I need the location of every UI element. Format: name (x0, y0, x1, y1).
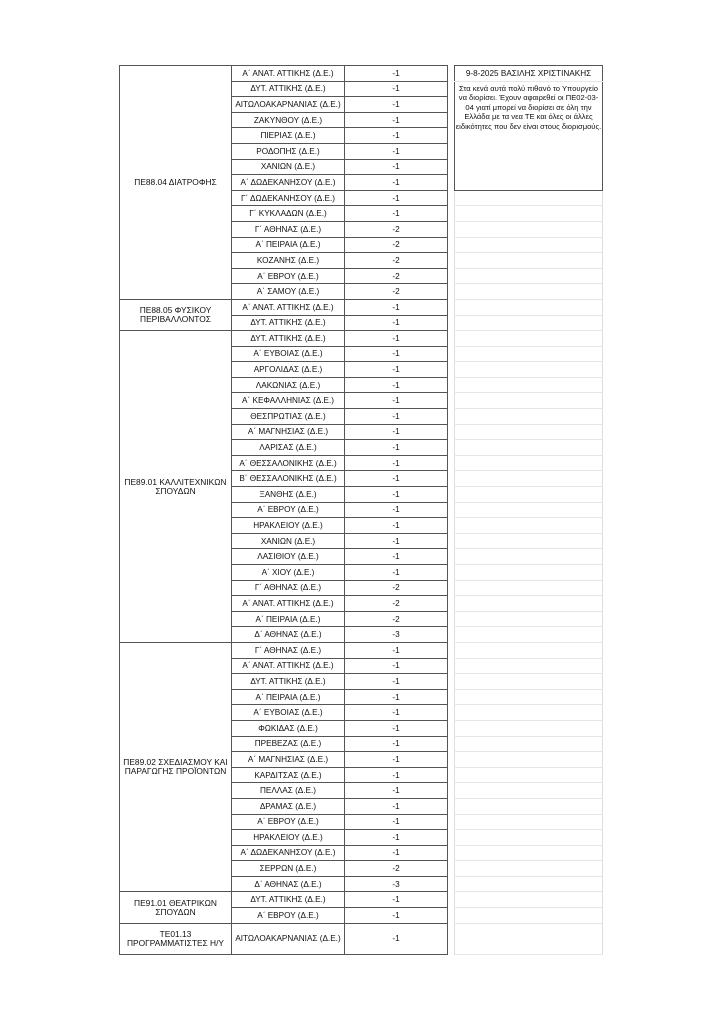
empty-grid-cell (455, 518, 603, 534)
directorate-cell: ΑΙΤΩΛΟΑΚΑΡΝΑΝΙΑΣ (Δ.Ε.) (232, 97, 345, 113)
value-cell: -2 (345, 284, 448, 300)
directorate-cell: ΔΥΤ. ΑΤΤΙΚΗΣ (Δ.Ε.) (232, 674, 345, 690)
value-cell: -2 (345, 221, 448, 237)
directorate-cell: Α΄ ΑΝΑΤ. ΑΤΤΙΚΗΣ (Δ.Ε.) (232, 299, 345, 315)
directorate-cell: ΞΑΝΘΗΣ (Δ.Ε.) (232, 487, 345, 503)
value-cell: -1 (345, 752, 448, 768)
spacer-cell (448, 299, 455, 315)
directorate-cell: ΔΥΤ. ΑΤΤΙΚΗΣ (Δ.Ε.) (232, 331, 345, 347)
spacer-cell (448, 830, 455, 846)
empty-grid-cell (455, 658, 603, 674)
directorate-cell: ΡΟΔΟΠΗΣ (Δ.Ε.) (232, 143, 345, 159)
value-cell: -2 (345, 580, 448, 596)
table-row (120, 923, 603, 954)
specialty-cell: ΠΕ89.02 ΣΧΕΔΙΑΣΜΟΥ ΚΑΙ ΠΑΡΑΓΩΓΗΣ ΠΡΟΪΟΝΤΩΝ (120, 642, 232, 892)
empty-grid-cell (455, 268, 603, 284)
directorate-cell: Α΄ ΠΕΙΡΑΙΑ (Δ.Ε.) (232, 237, 345, 253)
directorate-cell: Β΄ ΘΕΣΣΑΛΟΝΙΚΗΣ (Δ.Ε.) (232, 471, 345, 487)
spacer-cell (448, 767, 455, 783)
spacer-cell (448, 923, 455, 954)
spacer-cell (448, 892, 455, 908)
directorate-cell: Γ΄ ΚΥΚΛΑΔΩΝ (Δ.Ε.) (232, 206, 345, 222)
value-cell: -2 (345, 611, 448, 627)
table-row (120, 642, 603, 658)
value-cell: -2 (345, 596, 448, 612)
value-cell: -2 (345, 861, 448, 877)
value-cell: -1 (345, 393, 448, 409)
empty-grid-cell (455, 627, 603, 643)
spacer-cell (448, 752, 455, 768)
directorate-cell: ΑΙΤΩΛΟΑΚΑΡΝΑΝΙΑΣ (Δ.Ε.) (232, 923, 345, 954)
value-cell: -1 (345, 658, 448, 674)
directorate-cell: Α΄ ΔΩΔΕΚΑΝΗΣΟΥ (Δ.Ε.) (232, 175, 345, 191)
empty-grid-cell (455, 861, 603, 877)
directorate-cell: ΛΑΡΙΣΑΣ (Δ.Ε.) (232, 440, 345, 456)
directorate-cell: Α΄ ΜΑΓΝΗΣΙΑΣ (Δ.Ε.) (232, 424, 345, 440)
empty-grid-cell (455, 331, 603, 347)
spacer-cell (448, 596, 455, 612)
directorate-cell: Α΄ ΔΩΔΕΚΑΝΗΣΟΥ (Δ.Ε.) (232, 845, 345, 861)
spacer-cell (448, 284, 455, 300)
empty-grid-cell (455, 736, 603, 752)
value-cell: -1 (345, 720, 448, 736)
directorate-cell: ΦΩΚΙΔΑΣ (Δ.Ε.) (232, 720, 345, 736)
empty-grid-cell (455, 253, 603, 269)
value-cell: -1 (345, 923, 448, 954)
note-body: Στα κενά αυτά πολύ πιθανό το Υπουργείο να διορίσει. Έχουν αφαιρεθεί οι ΠΕ02-03-04 γιατί μπορεί να διορίσει σε όλη την Ελλάδα με τα νεα ΤΕ και όλες οι άλλες ειδικότητες που δεν είναι στους διορισμούς. (455, 81, 603, 190)
directorate-cell: ΔΥΤ. ΑΤΤΙΚΗΣ (Δ.Ε.) (232, 315, 345, 331)
empty-grid-cell (455, 471, 603, 487)
empty-grid-cell (455, 190, 603, 206)
value-cell: -1 (345, 97, 448, 113)
value-cell: -1 (345, 175, 448, 191)
value-cell: -1 (345, 471, 448, 487)
spacer-cell (448, 642, 455, 658)
empty-grid-cell (455, 424, 603, 440)
empty-grid-cell (455, 908, 603, 924)
directorate-cell: Δ΄ ΑΘΗΝΑΣ (Δ.Ε.) (232, 627, 345, 643)
spacer-cell (448, 502, 455, 518)
directorate-cell: Α΄ ΕΥΒΟΙΑΣ (Δ.Ε.) (232, 705, 345, 721)
directorate-cell: Γ΄ ΔΩΔΕΚΑΝΗΣΟΥ (Δ.Ε.) (232, 190, 345, 206)
value-cell: -1 (345, 642, 448, 658)
spacer-cell (448, 424, 455, 440)
spacer-cell (448, 674, 455, 690)
spacer-cell (448, 175, 455, 191)
directorate-cell: ΧΑΝΙΩΝ (Δ.Ε.) (232, 159, 345, 175)
value-cell: -1 (345, 518, 448, 534)
empty-grid-cell (455, 315, 603, 331)
value-cell: -2 (345, 253, 448, 269)
spacer-cell (448, 346, 455, 362)
empty-grid-cell (455, 580, 603, 596)
spacer-cell (448, 128, 455, 144)
directorate-cell: Α΄ ΠΕΙΡΑΙΑ (Δ.Ε.) (232, 689, 345, 705)
spacer-cell (448, 66, 455, 82)
value-cell: -1 (345, 112, 448, 128)
directorate-cell: Γ΄ ΑΘΗΝΑΣ (Δ.Ε.) (232, 221, 345, 237)
directorate-cell: ΔΥΤ. ΑΤΤΙΚΗΣ (Δ.Ε.) (232, 81, 345, 97)
empty-grid-cell (455, 892, 603, 908)
value-cell: -1 (345, 565, 448, 581)
value-cell: -1 (345, 81, 448, 97)
empty-grid-cell (455, 611, 603, 627)
directorate-cell: ΠΡΕΒΕΖΑΣ (Δ.Ε.) (232, 736, 345, 752)
spacer-cell (448, 331, 455, 347)
value-cell: -2 (345, 268, 448, 284)
empty-grid-cell (455, 299, 603, 315)
empty-grid-cell (455, 814, 603, 830)
spacer-cell (448, 720, 455, 736)
value-cell: -1 (345, 409, 448, 425)
spacer-cell (448, 471, 455, 487)
value-cell: -1 (345, 487, 448, 503)
directorate-cell: Δ΄ ΑΘΗΝΑΣ (Δ.Ε.) (232, 876, 345, 892)
vacancies-table (119, 65, 603, 955)
directorate-cell: ΗΡΑΚΛΕΙΟΥ (Δ.Ε.) (232, 518, 345, 534)
empty-grid-cell (455, 674, 603, 690)
spacer-cell (448, 565, 455, 581)
specialty-cell: ΠΕ88.04 ΔΙΑΤΡΟΦΗΣ (120, 66, 232, 300)
spacer-cell (448, 190, 455, 206)
directorate-cell: ΘΕΣΠΡΩΤΙΑΣ (Δ.Ε.) (232, 409, 345, 425)
value-cell: -1 (345, 455, 448, 471)
spacer-cell (448, 627, 455, 643)
directorate-cell: Α΄ ΑΝΑΤ. ΑΤΤΙΚΗΣ (Δ.Ε.) (232, 66, 345, 82)
value-cell: -1 (345, 892, 448, 908)
spacer-cell (448, 143, 455, 159)
spacer-cell (448, 876, 455, 892)
value-cell: -1 (345, 674, 448, 690)
empty-grid-cell (455, 767, 603, 783)
spacer-cell (448, 845, 455, 861)
value-cell: -1 (345, 206, 448, 222)
directorate-cell: ΖΑΚΥΝΘΟΥ (Δ.Ε.) (232, 112, 345, 128)
value-cell: -1 (345, 549, 448, 565)
empty-grid-cell (455, 596, 603, 612)
table-row (120, 299, 603, 315)
value-cell: -1 (345, 66, 448, 82)
directorate-cell: ΠΙΕΡΙΑΣ (Δ.Ε.) (232, 128, 345, 144)
value-cell: -3 (345, 627, 448, 643)
directorate-cell: ΔΡΑΜΑΣ (Δ.Ε.) (232, 798, 345, 814)
spacer-cell (448, 159, 455, 175)
spacer-cell (448, 783, 455, 799)
specialty-cell: ΤΕ01.13 ΠΡΟΓΡΑΜΜΑΤΙΣΤΕΣ Η/Υ (120, 923, 232, 954)
directorate-cell: Α΄ ΚΕΦΑΛΛΗΝΙΑΣ (Δ.Ε.) (232, 393, 345, 409)
empty-grid-cell (455, 533, 603, 549)
spacer-cell (448, 908, 455, 924)
directorate-cell: Α΄ ΘΕΣΣΑΛΟΝΙΚΗΣ (Δ.Ε.) (232, 455, 345, 471)
directorate-cell: ΣΕΡΡΩΝ (Δ.Ε.) (232, 861, 345, 877)
empty-grid-cell (455, 346, 603, 362)
empty-grid-cell (455, 705, 603, 721)
value-cell: -3 (345, 876, 448, 892)
spacer-cell (448, 237, 455, 253)
note-header: 9-8-2025 ΒΑΣΙΛΗΣ ΧΡΙΣΤΙΝΑΚΗΣ (455, 66, 603, 82)
spacer-cell (448, 611, 455, 627)
directorate-cell: ΔΥΤ. ΑΤΤΙΚΗΣ (Δ.Ε.) (232, 892, 345, 908)
empty-grid-cell (455, 876, 603, 892)
value-cell: -1 (345, 440, 448, 456)
empty-grid-cell (455, 798, 603, 814)
spacer-cell (448, 580, 455, 596)
spacer-cell (448, 377, 455, 393)
empty-grid-cell (455, 377, 603, 393)
directorate-cell: ΗΡΑΚΛΕΙΟΥ (Δ.Ε.) (232, 830, 345, 846)
empty-grid-cell (455, 206, 603, 222)
directorate-cell: Α΄ ΕΥΒΟΙΑΣ (Δ.Ε.) (232, 346, 345, 362)
spacer-cell (448, 393, 455, 409)
spacer-cell (448, 455, 455, 471)
spacer-cell (448, 814, 455, 830)
empty-grid-cell (455, 284, 603, 300)
spacer-cell (448, 861, 455, 877)
directorate-cell: ΚΑΡΔΙΤΣΑΣ (Δ.Ε.) (232, 767, 345, 783)
spacer-cell (448, 268, 455, 284)
value-cell: -1 (345, 845, 448, 861)
directorate-cell: ΛΑΚΩΝΙΑΣ (Δ.Ε.) (232, 377, 345, 393)
empty-grid-cell (455, 830, 603, 846)
value-cell: -1 (345, 143, 448, 159)
value-cell: -1 (345, 908, 448, 924)
directorate-cell: Α΄ ΑΝΑΤ. ΑΤΤΙΚΗΣ (Δ.Ε.) (232, 658, 345, 674)
directorate-cell: Α΄ ΣΑΜΟΥ (Δ.Ε.) (232, 284, 345, 300)
empty-grid-cell (455, 549, 603, 565)
spacer-cell (448, 549, 455, 565)
directorate-cell: Α΄ ΑΝΑΤ. ΑΤΤΙΚΗΣ (Δ.Ε.) (232, 596, 345, 612)
spacer-cell (448, 518, 455, 534)
directorate-cell: ΑΡΓΟΛΙΔΑΣ (Δ.Ε.) (232, 362, 345, 378)
empty-grid-cell (455, 362, 603, 378)
directorate-cell: ΠΕΛΛΑΣ (Δ.Ε.) (232, 783, 345, 799)
table-row (120, 66, 603, 82)
value-cell: -1 (345, 315, 448, 331)
value-cell: -1 (345, 299, 448, 315)
directorate-cell: ΚΟΖΑΝΗΣ (Δ.Ε.) (232, 253, 345, 269)
empty-grid-cell (455, 440, 603, 456)
directorate-cell: Α΄ ΕΒΡΟΥ (Δ.Ε.) (232, 908, 345, 924)
value-cell: -1 (345, 783, 448, 799)
empty-grid-cell (455, 783, 603, 799)
value-cell: -1 (345, 689, 448, 705)
spacer-cell (448, 798, 455, 814)
directorate-cell: ΧΑΝΙΩΝ (Δ.Ε.) (232, 533, 345, 549)
value-cell: -1 (345, 767, 448, 783)
specialty-cell: ΠΕ91.01 ΘΕΑΤΡΙΚΩΝ ΣΠΟΥΔΩΝ (120, 892, 232, 923)
value-cell: -1 (345, 159, 448, 175)
directorate-cell: Α΄ ΜΑΓΝΗΣΙΑΣ (Δ.Ε.) (232, 752, 345, 768)
empty-grid-cell (455, 487, 603, 503)
spacer-cell (448, 440, 455, 456)
value-cell: -1 (345, 533, 448, 549)
value-cell: -1 (345, 502, 448, 518)
spacer-cell (448, 409, 455, 425)
value-cell: -1 (345, 331, 448, 347)
empty-grid-cell (455, 565, 603, 581)
value-cell: -1 (345, 798, 448, 814)
empty-grid-cell (455, 393, 603, 409)
value-cell: -1 (345, 830, 448, 846)
empty-grid-cell (455, 642, 603, 658)
spacer-cell (448, 112, 455, 128)
empty-grid-cell (455, 237, 603, 253)
spacer-cell (448, 658, 455, 674)
value-cell: -1 (345, 128, 448, 144)
directorate-cell: Γ΄ ΑΘΗΝΑΣ (Δ.Ε.) (232, 580, 345, 596)
spacer-cell (448, 315, 455, 331)
spacer-cell (448, 533, 455, 549)
directorate-cell: ΛΑΣΙΘΙΟΥ (Δ.Ε.) (232, 549, 345, 565)
vacancies-table-body (120, 66, 603, 955)
spacer-cell (448, 221, 455, 237)
spacer-cell (448, 97, 455, 113)
directorate-cell: Α΄ ΠΕΙΡΑΙΑ (Δ.Ε.) (232, 611, 345, 627)
spacer-cell (448, 81, 455, 97)
empty-grid-cell (455, 845, 603, 861)
value-cell: -1 (345, 705, 448, 721)
empty-grid-cell (455, 923, 603, 954)
directorate-cell: Γ΄ ΑΘΗΝΑΣ (Δ.Ε.) (232, 642, 345, 658)
spacer-cell (448, 487, 455, 503)
value-cell: -1 (345, 362, 448, 378)
directorate-cell: Α΄ ΕΒΡΟΥ (Δ.Ε.) (232, 502, 345, 518)
spacer-cell (448, 206, 455, 222)
value-cell: -1 (345, 190, 448, 206)
value-cell: -1 (345, 377, 448, 393)
specialty-cell: ΠΕ89.01 ΚΑΛΛΙΤΕΧΝΙΚΩΝ ΣΠΟΥΔΩΝ (120, 331, 232, 643)
value-cell: -1 (345, 736, 448, 752)
empty-grid-cell (455, 720, 603, 736)
empty-grid-cell (455, 752, 603, 768)
directorate-cell: Α΄ ΧΙΟΥ (Δ.Ε.) (232, 565, 345, 581)
value-cell: -2 (345, 237, 448, 253)
directorate-cell: Α΄ ΕΒΡΟΥ (Δ.Ε.) (232, 814, 345, 830)
spacer-cell (448, 689, 455, 705)
empty-grid-cell (455, 409, 603, 425)
value-cell: -1 (345, 424, 448, 440)
value-cell: -1 (345, 814, 448, 830)
empty-grid-cell (455, 455, 603, 471)
directorate-cell: Α΄ ΕΒΡΟΥ (Δ.Ε.) (232, 268, 345, 284)
table-row (120, 892, 603, 908)
spacer-cell (448, 736, 455, 752)
empty-grid-cell (455, 502, 603, 518)
specialty-cell: ΠΕ88.05 ΦΥΣΙΚΟΥ ΠΕΡΙΒΑΛΛΟΝΤΟΣ (120, 299, 232, 330)
empty-grid-cell (455, 221, 603, 237)
spacer-cell (448, 705, 455, 721)
empty-grid-cell (455, 689, 603, 705)
table-row (120, 331, 603, 347)
spacer-cell (448, 362, 455, 378)
spacer-cell (448, 253, 455, 269)
value-cell: -1 (345, 346, 448, 362)
